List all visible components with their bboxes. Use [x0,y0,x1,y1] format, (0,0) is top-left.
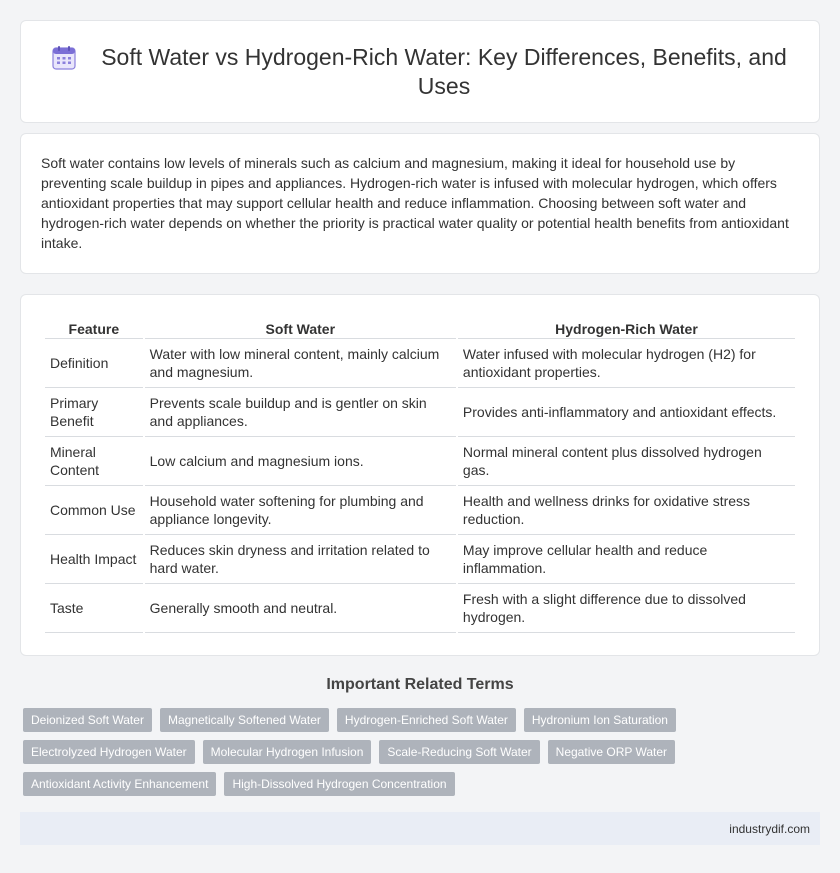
table-row [45,535,795,584]
table-row [45,437,795,486]
intro-paragraph: Soft water contains low levels of minerals such as calcium and magnesium, making it ideal for household use by preventing scale buildup in pipes and appliances. Hydrogen-rich water is infused with molecular hydrogen, which offers antioxidant properties that may support cellular health and reduce inflammation. Choosing between soft water and hydrogen-rich water depends on whether the priority is practical water quality or potential health benefits from antioxidant intake. [41,155,789,251]
term-tag[interactable]: Hydrogen-Enriched Soft Water [337,708,516,732]
term-tag[interactable]: Antioxidant Activity Enhancement [23,772,216,796]
soft-water-cell: Low calcium and magnesium ions. [145,437,456,486]
soft-water-cell: Generally smooth and neutral. [145,584,456,633]
term-tag[interactable]: Negative ORP Water [548,740,675,764]
hydrogen-water-cell: May improve cellular health and reduce inflammation. [458,535,795,584]
footer [20,812,820,845]
intro-card [20,133,820,274]
soft-water-cell: Household water softening for plumbing and appliance longevity. [145,486,456,535]
feature-cell: Definition [45,339,143,388]
table-header-row [45,315,795,339]
hydrogen-water-cell: Health and wellness drinks for oxidative stress reduction. [458,486,795,535]
comparison-table [43,315,797,633]
term-tag[interactable]: Molecular Hydrogen Infusion [203,740,372,764]
table-row [45,339,795,388]
hydrogen-water-cell: Fresh with a slight difference due to dissolved hydrogen. [458,584,795,633]
soft-water-cell: Prevents scale buildup and is gentler on skin and appliances. [145,388,456,437]
feature-cell: Taste [45,584,143,633]
related-terms-heading: Important Related Terms [326,676,514,693]
term-tag[interactable]: Scale-Reducing Soft Water [379,740,539,764]
header-hydrogen-rich-water: Hydrogen-Rich Water [458,315,795,339]
term-tag[interactable]: Hydronium Ion Saturation [524,708,676,732]
hydrogen-water-cell: Water infused with molecular hydrogen (H2) for antioxidant properties. [458,339,795,388]
term-tag[interactable]: Electrolyzed Hydrogen Water [23,740,195,764]
term-tag[interactable]: Deionized Soft Water [23,708,152,732]
header-feature: Feature [45,315,143,339]
header-soft-water: Soft Water [145,315,456,339]
term-tag[interactable]: Magnetically Softened Water [160,708,329,732]
table-row [45,388,795,437]
page-title: Soft Water vs Hydrogen-Rich Water: Key Differences, Benefits, and Uses [101,43,787,99]
term-tag[interactable]: High-Dissolved Hydrogen Concentration [224,772,454,796]
table-row [45,486,795,535]
header-card [20,20,820,123]
title-row [51,43,789,101]
calendar-icon [51,45,77,71]
hydrogen-water-cell: Normal mineral content plus dissolved hydrogen gas. [458,437,795,486]
feature-cell: Health Impact [45,535,143,584]
feature-cell: Common Use [45,486,143,535]
feature-cell: Primary Benefit [45,388,143,437]
soft-water-cell: Water with low mineral content, mainly calcium and magnesium. [145,339,456,388]
soft-water-cell: Reduces skin dryness and irritation related to hard water. [145,535,456,584]
hydrogen-water-cell: Provides anti-inflammatory and antioxidant effects. [458,388,795,437]
footer-site-link[interactable]: industrydif.com [729,821,810,836]
related-terms-list [20,708,820,804]
comparison-card [20,294,820,656]
table-row [45,584,795,633]
feature-cell: Mineral Content [45,437,143,486]
